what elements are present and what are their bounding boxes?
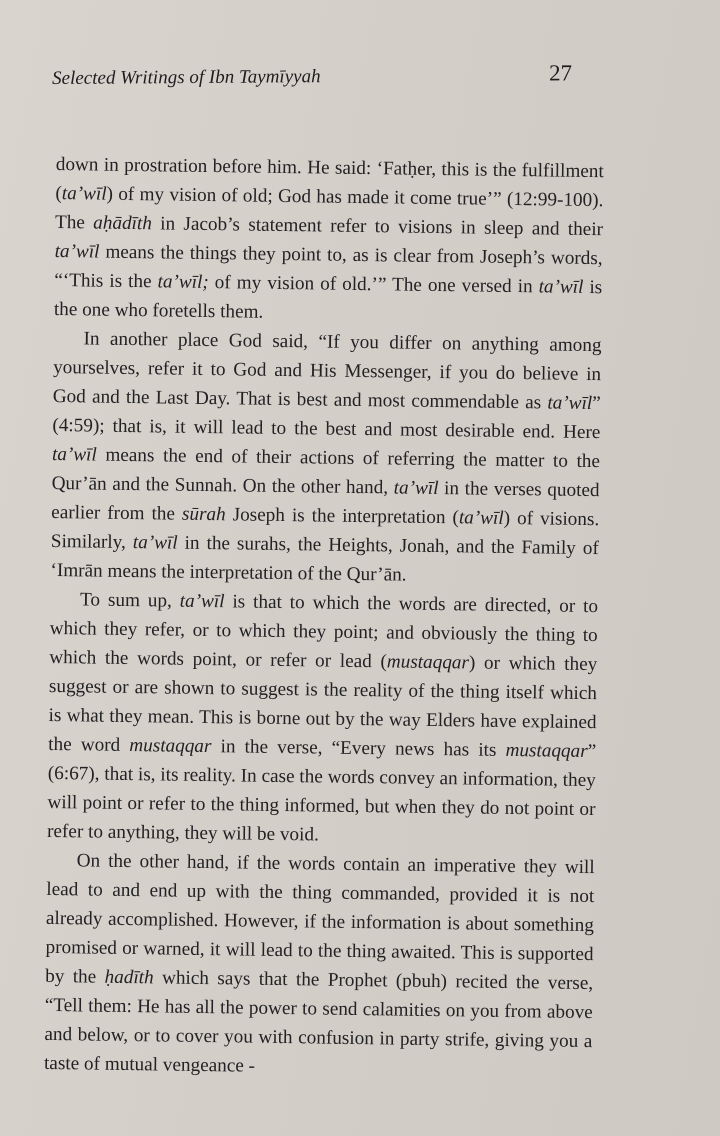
italic-term: ta’wīl — [547, 392, 593, 415]
text-run: means the end of their actions of referring the matter to the Qur’ān and the Sunnah. On the other hand, — [51, 444, 601, 499]
text-run: in the verses quoted earlier from the — [51, 478, 600, 525]
text-run: in the verse, “Every news has its — [211, 736, 506, 761]
italic-term: ta’wīl — [458, 507, 504, 529]
paragraph — [44, 846, 595, 1085]
paragraph — [54, 150, 604, 331]
running-head — [52, 58, 592, 98]
italic-term: ta’wīl — [179, 590, 225, 613]
paragraph — [50, 324, 601, 592]
italic-term: ḥadīth — [104, 966, 154, 989]
text-run: means the things they point to, as is clear from Joseph’s words, “‘This is the — [54, 241, 603, 293]
text-run: in the surahs, the Heights, Jonah, and the Family of ‘Imrān means the interpretation of the Qur’ān. — [50, 532, 599, 586]
italic-term: mustaqqar — [129, 735, 212, 758]
text-run: ) of my vision of old; God has made it come true’” (12:99-100). The — [54, 183, 604, 234]
running-title: Selected Writings of Ibn Taymīyyah — [52, 66, 321, 89]
italic-term: ta’wīl — [51, 443, 97, 466]
text-run: On the other hand, if the words contain an imperative they will lead to and end up with the thing commanded, provided it is not already accomplished. However, if the information is about something promised or warned, it will lead to the thing awaited. This is supported by the — [45, 850, 595, 988]
text-run: Joseph is the interpretation ( — [225, 504, 460, 529]
text-run: is the one who foretells them. — [53, 276, 603, 323]
italic-term: ta’wīl — [61, 183, 107, 205]
italic-term: ta’wīl — [538, 276, 584, 298]
body-text — [44, 150, 604, 1085]
text-run: ) of visions. Similarly, — [50, 507, 600, 554]
text-run: in Jacob’s statement refer to visions in sleep and their — [151, 213, 604, 241]
italic-term: ta’wīl — [393, 477, 439, 500]
page-number: 27 — [549, 60, 573, 86]
text-run: is that to which the words are directed, or to which they refer, or to which they point; and obviously the thing to which the words point, or refer or lead ( — [49, 591, 599, 673]
text-run: ) or which they suggest or are shown to suggest is the reality of the thing itself which is what they mean. This is borne out by the way Elders have explained the word — [48, 652, 598, 757]
italic-term: aḥādīth — [93, 212, 153, 235]
italic-term: mustaqqar — [386, 651, 470, 674]
italic-term: ta’wīl — [54, 240, 100, 263]
text-run: down in prostration before him. He said: ‘Fatḥer, this is the fulfillment ( — [55, 153, 604, 205]
text-run: ” (4:59); that is, it will lead to the best and most desirable end. Here — [52, 393, 601, 444]
text-run: of my vision of old.’” The one versed in — [208, 272, 539, 298]
italic-term: mustaqqar — [505, 739, 588, 763]
text-run: which says that the Prophet (pbuh) recited the verse, “Tell them: He has all the power to send calamities on you from above and below, or to cover you with confusion in party strife, giving you a taste of mutual vengeance - — [43, 967, 594, 1077]
text-run: To sum up, — [79, 589, 180, 612]
paragraph — [47, 585, 598, 853]
italic-term: ta’wīl; — [157, 271, 209, 294]
text-run: In another place God said, “If you differ on anything among yourselves, refer it to God and His Messenger, if you do believe in God and the Last Day. That is best and most commendable as — [52, 328, 602, 414]
italic-term: sūrah — [181, 503, 226, 526]
italic-term: ta’wīl — [132, 532, 178, 554]
text-run: ” (6:67), that is, its reality. In case the words convey an information, they will point or refer to the thing informed, but when they do not point or refer to anything, they will be void. — [46, 741, 597, 846]
